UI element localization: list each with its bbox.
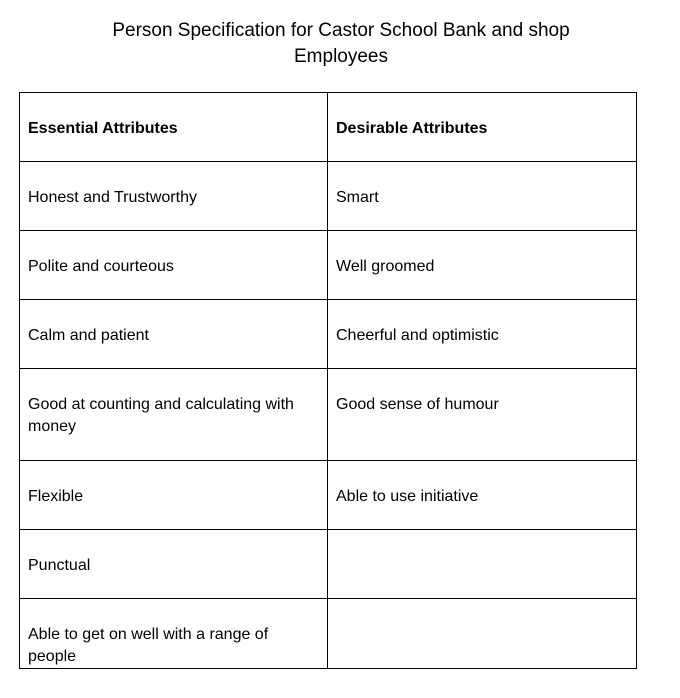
desirable-attribute-cell: Able to use initiative bbox=[328, 461, 637, 530]
essential-attribute-cell: Calm and patient bbox=[20, 300, 328, 369]
person-specification-table bbox=[19, 92, 637, 669]
essential-attribute-cell: Good at counting and calculating with money bbox=[20, 369, 328, 461]
table-row bbox=[20, 231, 637, 300]
desirable-attribute-cell bbox=[328, 530, 637, 599]
table-row bbox=[20, 461, 637, 530]
document-title bbox=[0, 18, 680, 70]
table-row bbox=[20, 162, 637, 231]
desirable-attribute-cell: Smart bbox=[328, 162, 637, 231]
desirable-attribute-cell: Well groomed bbox=[328, 231, 637, 300]
desirable-attribute-cell: Cheerful and optimistic bbox=[328, 300, 637, 369]
header-desirable-attributes: Desirable Attributes bbox=[328, 93, 637, 162]
table-row bbox=[20, 599, 637, 669]
document-title-line-1: Person Specification for Castor School Bank and shop bbox=[112, 20, 570, 41]
desirable-attribute-cell bbox=[328, 599, 637, 669]
table-row bbox=[20, 530, 637, 599]
desirable-attribute-cell: Good sense of humour bbox=[328, 369, 637, 461]
essential-attribute-cell: Polite and courteous bbox=[20, 231, 328, 300]
essential-attribute-cell: Honest and Trustworthy bbox=[20, 162, 328, 231]
header-essential-attributes: Essential Attributes bbox=[20, 93, 328, 162]
essential-attribute-cell: Able to get on well with a range of people bbox=[20, 599, 328, 669]
essential-attribute-cell: Punctual bbox=[20, 530, 328, 599]
essential-attribute-cell: Flexible bbox=[20, 461, 328, 530]
table-row bbox=[20, 369, 637, 461]
table-header-row bbox=[20, 93, 637, 162]
table-row bbox=[20, 300, 637, 369]
document-title-line-2: Employees bbox=[294, 46, 388, 67]
